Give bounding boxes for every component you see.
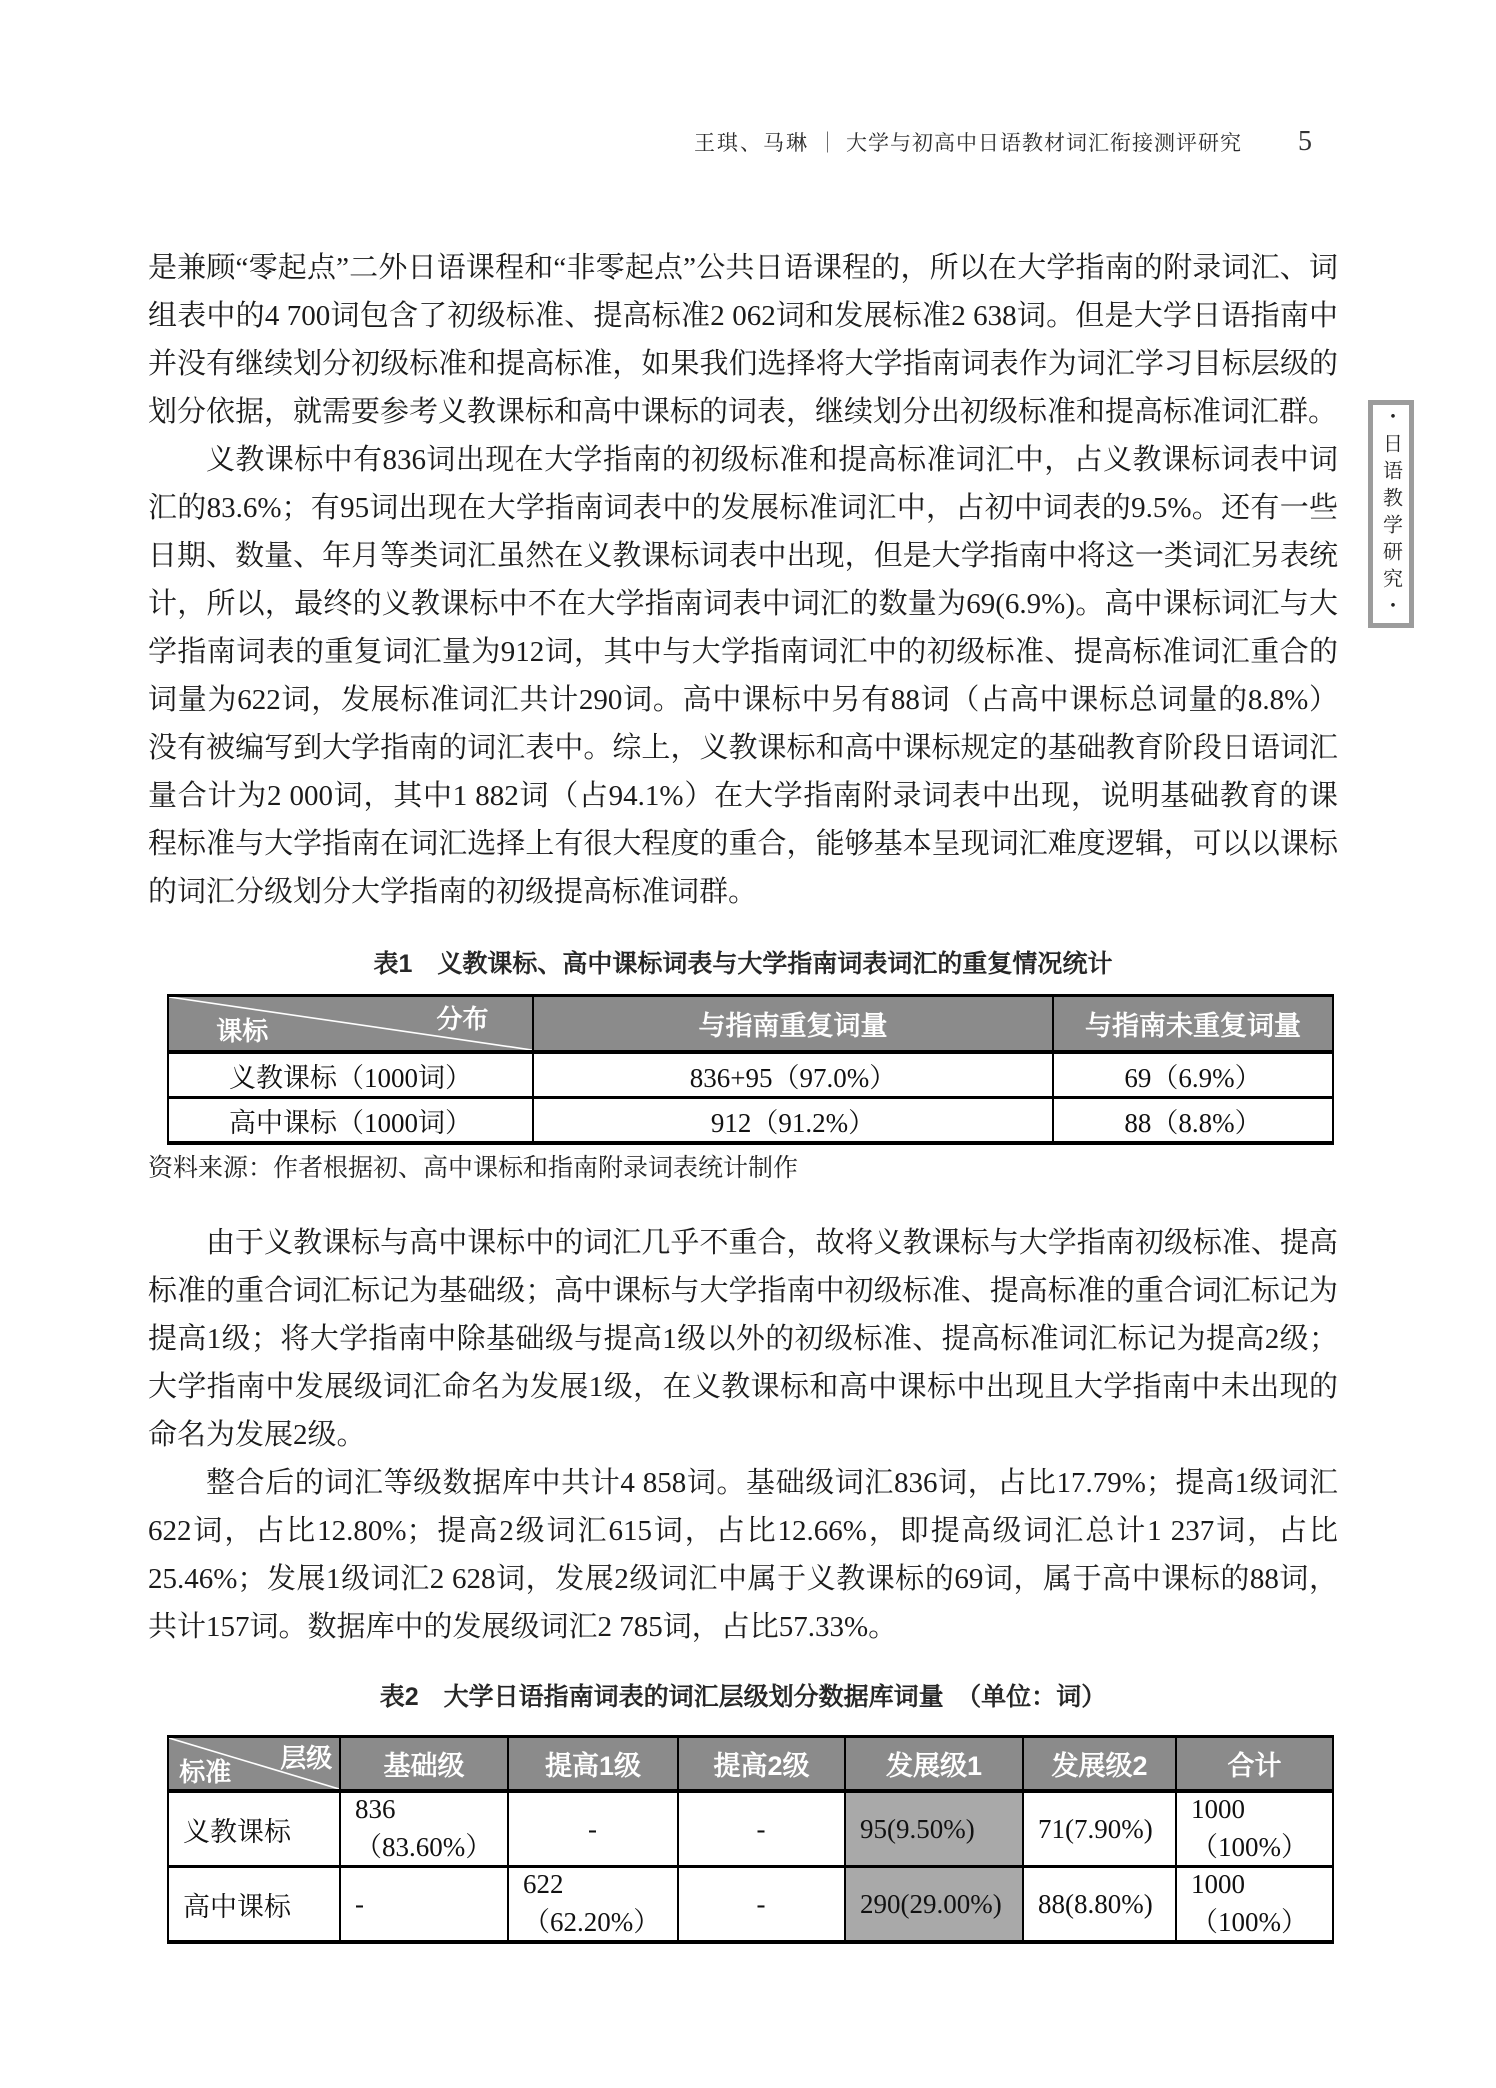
row-label: 义教课标（1000词） (168, 1052, 533, 1098)
table-cell-highlighted: 290(29.00%) (845, 1867, 1023, 1943)
column-header: 提高1级 (508, 1737, 678, 1792)
column-header: 发展级2 (1023, 1737, 1176, 1792)
table-row (168, 1867, 1333, 1943)
table-row (168, 1098, 1333, 1144)
paragraph-4: 整合后的词汇等级数据库中共计4 858词。基础级词汇836词，占比17.79%；提高1级词汇622词，占比12.80%；提高2级词汇615词，占比12.66%，即提高级词汇总计1 237词，占比25.46%；发展1级词汇2 628词，发展2级词汇中属于义教课标的69词，属于高中课标的88词，共计157词。数据库中的发展级词汇2 785词，占比57.33%。 (148, 1467, 1338, 1643)
table1-corner-header (168, 996, 533, 1053)
column-header: 合计 (1176, 1737, 1333, 1792)
corner-label-bottom: 课标 (216, 1016, 269, 1046)
table1-header-row (168, 996, 1333, 1053)
table2-caption: 表2 大学日语指南词表的词汇层级划分数据库词量 （单位：词） (379, 1683, 1107, 1711)
column-header: 基础级 (340, 1737, 508, 1792)
column-header: 与指南未重复词量 (1053, 996, 1333, 1053)
table-cell: 88(8.80%) (1023, 1867, 1176, 1943)
column-header: 提高2级 (678, 1737, 845, 1792)
journal-section-tab (1368, 400, 1414, 628)
paragraph-3: 由于义教课标与高中课标中的词汇几乎不重合，故将义教课标与大学指南初级标准、提高标准的重合词汇标记为基础级；高中课标与大学指南中初级标准、提高标准的重合词汇标记为提高1级；将大学指南中除基础级与提高1级以外的初级标准、提高标准词汇标记为提高2级；大学指南中发展级词汇命名为发展1级，在义教课标和高中课标中出现且大学指南中未出现的命名为发展2级。 (148, 1227, 1338, 1451)
table-cell: 69（6.9%） (1053, 1052, 1333, 1098)
table-cell: 71(7.90%) (1023, 1791, 1176, 1867)
paragraph-2: 义教课标中有836词出现在大学指南的初级标准和提高标准词汇中，占义教课标词表中词汇的83.6%；有95词出现在大学指南词表中的发展标准词汇中，占初中词表的9.5%。还有一些日期、数量、年月等类词汇虽然在义教课标词表中出现，但是大学指南中将这一类词汇另表统计，所以，最终的义教课标中不在大学指南词表中词汇的数量为69(6.9%)。高中课标词汇与大学指南词表的重复词汇量为912词，其中与大学指南词汇中的初级标准、提高标准词汇重合的词量为622词，发展标准词汇共计290词。高中课标中另有88词（占高中课标总词量的8.8%）没有被编写到大学指南的词汇表中。综上，义教课标和高中课标规定的基础教育阶段日语词汇量合计为2 000词，其中1 882词（占94.1%）在大学指南附录词表中出现，说明基础教育的课程标准与大学指南在词汇选择上有很大程度的重合，能够基本呈现词汇难度逻辑，可以以课标的词汇分级划分大学指南的初级提高标准词群。 (148, 444, 1338, 908)
table-cell: 1000（100%） (1176, 1791, 1333, 1867)
table-cell: 912（91.2%） (533, 1098, 1053, 1144)
table2-level-database (167, 1735, 1334, 1944)
row-label: 高中课标（1000词） (168, 1098, 533, 1144)
table-cell: 88（8.8%） (1053, 1098, 1333, 1144)
table-row (168, 1791, 1333, 1867)
table-cell: - (678, 1867, 845, 1943)
corner-label-bottom: 标准 (179, 1757, 232, 1787)
header-article-title: 大学与初高中日语教材词汇衔接测评研究 (846, 132, 1242, 155)
table-cell: - (508, 1791, 678, 1867)
page-number: 5 (1298, 126, 1312, 157)
table-cell: 1000（100%） (1176, 1867, 1333, 1943)
corner-label-top: 分布 (436, 1004, 489, 1034)
table1-caption: 表1 义教课标、高中课标词表与大学指南词表词汇的重复情况统计 (373, 950, 1113, 978)
table-cell: - (678, 1791, 845, 1867)
table1-overlap-statistics (167, 994, 1334, 1145)
table-row (168, 1052, 1333, 1098)
header-authors: 王琪、马琳 (694, 131, 809, 155)
running-header (0, 126, 1312, 158)
table-cell: 836+95（97.0%） (533, 1052, 1053, 1098)
column-header: 发展级1 (845, 1737, 1023, 1792)
header-separator: ｜ (817, 131, 838, 155)
table1-source-note: 资料来源：作者根据初、高中课标和指南附录词表统计制作 (148, 1155, 799, 1182)
table2-corner-header (168, 1737, 340, 1792)
table-cell: 836（83.60%） (340, 1791, 508, 1867)
journal-section-label: ・日语教学研究・ (1379, 406, 1402, 622)
paragraph-1: 是兼顾“零起点”二外日语课程和“非零起点”公共日语课程的，所以在大学指南的附录词汇、词组表中的4 700词包含了初级标准、提高标准2 062词和发展标准2 638词。但是大学日语指南中并没有继续划分初级标准和提高标准，如果我们选择将大学指南词表作为词汇学习目标层级的划分依据，就需要参考义教课标和高中课标的词表，继续划分出初级标准和提高标准词汇群。 (148, 252, 1338, 428)
table2-header-row (168, 1737, 1333, 1792)
table-cell-highlighted: 95(9.50%) (845, 1791, 1023, 1867)
row-label: 高中课标 (168, 1867, 340, 1943)
table-cell: 622（62.20%） (508, 1867, 678, 1943)
article-body (148, 244, 1338, 1944)
table-cell: - (340, 1867, 508, 1943)
corner-label-top: 层级 (280, 1743, 333, 1773)
column-header: 与指南重复词量 (533, 996, 1053, 1053)
row-label: 义教课标 (168, 1791, 340, 1867)
